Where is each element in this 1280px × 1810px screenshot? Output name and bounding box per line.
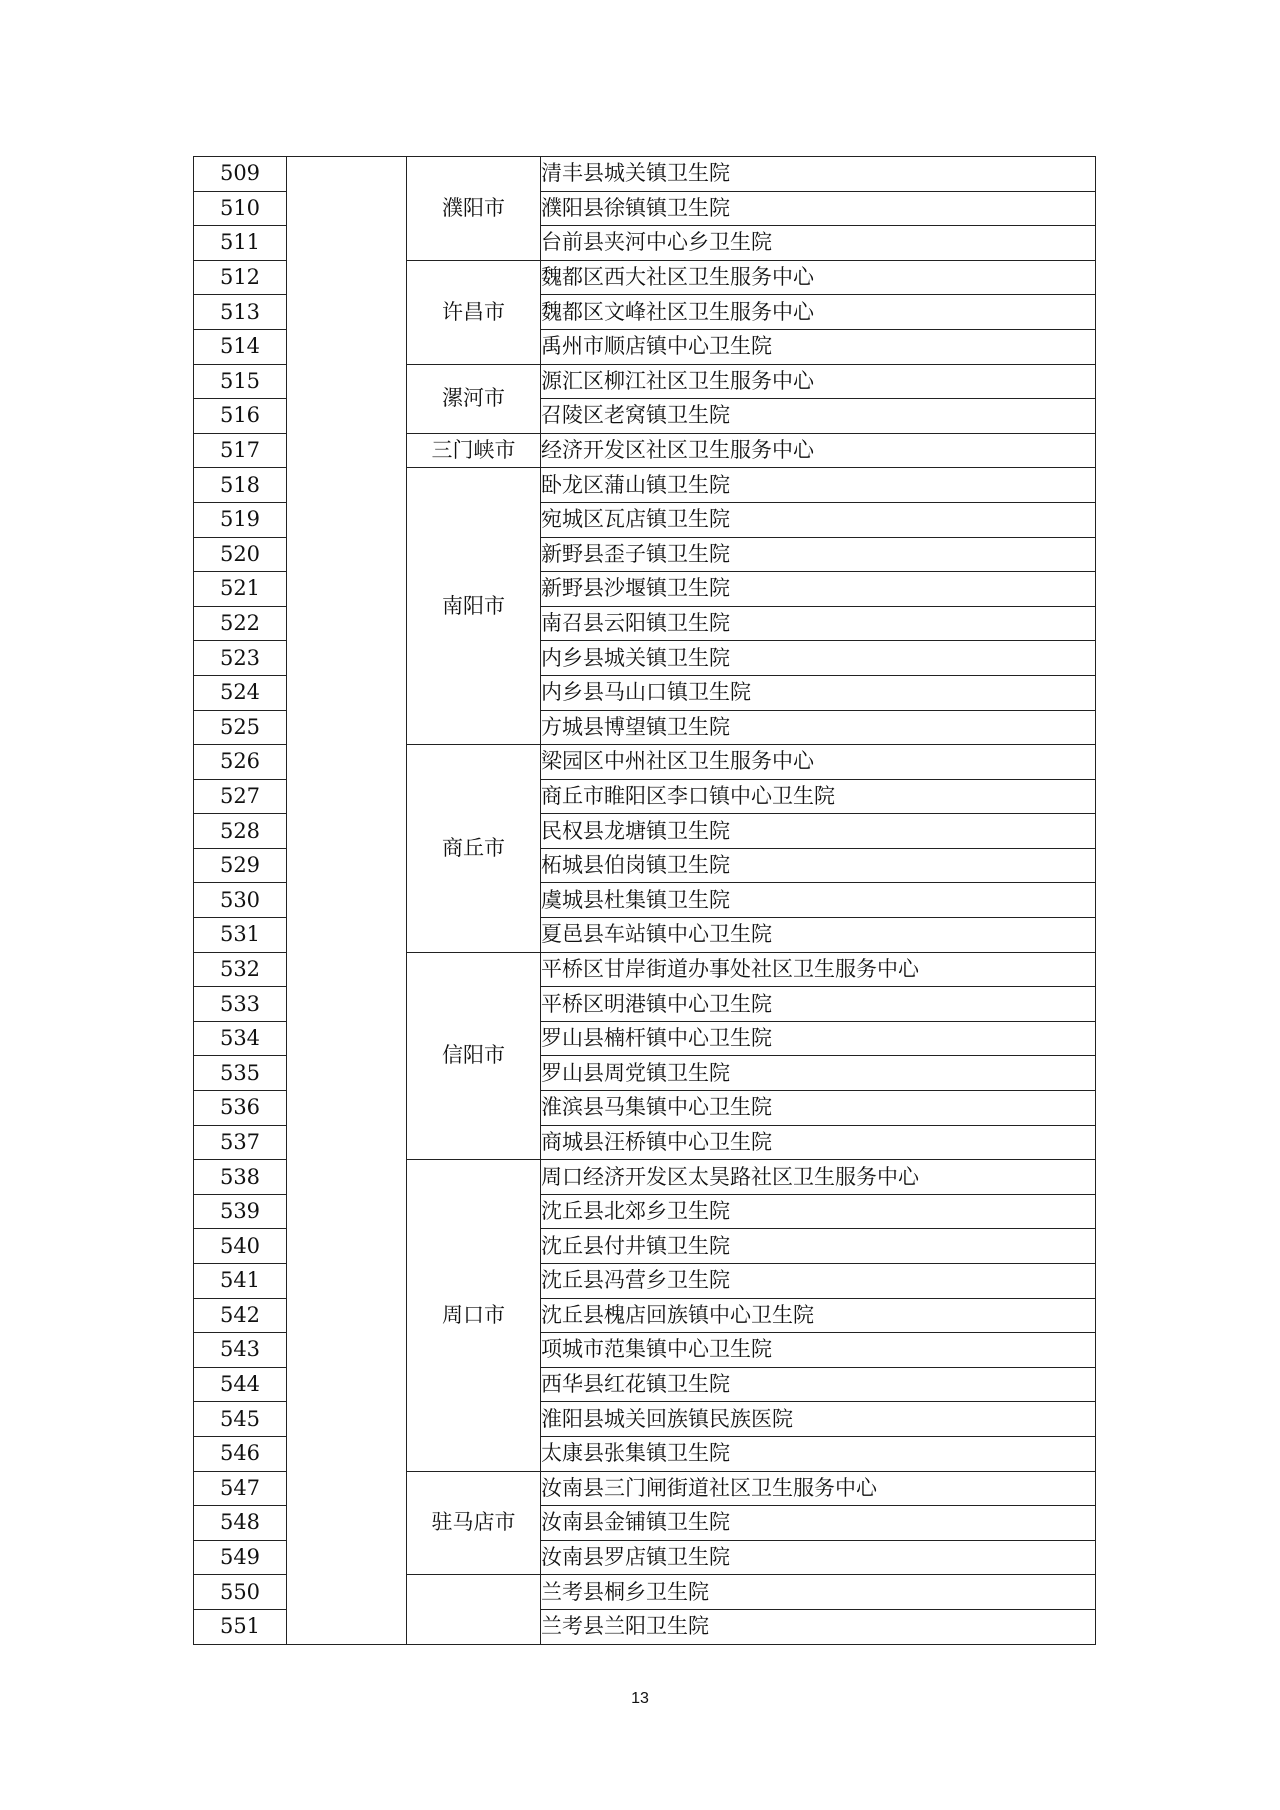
- row-number: 545: [194, 1402, 287, 1437]
- city-cell: 南阳市: [407, 468, 541, 745]
- row-number: 519: [194, 502, 287, 537]
- row-number: 511: [194, 226, 287, 261]
- institution-name: 清丰县城关镇卫生院: [541, 157, 1096, 192]
- row-number: 533: [194, 987, 287, 1022]
- institution-name: 商城县汪桥镇中心卫生院: [541, 1125, 1096, 1160]
- institution-name: 商丘市睢阳区李口镇中心卫生院: [541, 779, 1096, 814]
- page-number: 13: [631, 1690, 649, 1707]
- city-cell: 周口市: [407, 1160, 541, 1471]
- institution-name: 淮阳县城关回族镇民族医院: [541, 1402, 1096, 1437]
- institution-name: 梁园区中州社区卫生服务中心: [541, 745, 1096, 780]
- row-number: 540: [194, 1229, 287, 1264]
- row-number: 549: [194, 1540, 287, 1575]
- institution-name: 罗山县楠杆镇中心卫生院: [541, 1021, 1096, 1056]
- institution-name: 魏都区西大社区卫生服务中心: [541, 260, 1096, 295]
- row-number: 546: [194, 1436, 287, 1471]
- row-number: 531: [194, 918, 287, 953]
- city-cell: 驻马店市: [407, 1471, 541, 1575]
- row-number: 532: [194, 952, 287, 987]
- institution-name: 内乡县城关镇卫生院: [541, 641, 1096, 676]
- city-cell: 信阳市: [407, 952, 541, 1160]
- row-number: 551: [194, 1609, 287, 1644]
- institution-name: 罗山县周党镇卫生院: [541, 1056, 1096, 1091]
- row-number: 541: [194, 1264, 287, 1299]
- row-number: 509: [194, 157, 287, 192]
- row-number: 527: [194, 779, 287, 814]
- row-number: 512: [194, 260, 287, 295]
- institution-name: 源汇区柳江社区卫生服务中心: [541, 364, 1096, 399]
- row-number: 536: [194, 1091, 287, 1126]
- institution-name: 濮阳县徐镇镇卫生院: [541, 191, 1096, 226]
- institution-name: 沈丘县冯营乡卫生院: [541, 1264, 1096, 1299]
- row-number: 534: [194, 1021, 287, 1056]
- row-number: 538: [194, 1160, 287, 1195]
- institution-name: 汝南县三门闸街道社区卫生服务中心: [541, 1471, 1096, 1506]
- row-number: 539: [194, 1194, 287, 1229]
- row-number: 513: [194, 295, 287, 330]
- institution-name: 虞城县杜集镇卫生院: [541, 883, 1096, 918]
- institution-name: 魏都区文峰社区卫生服务中心: [541, 295, 1096, 330]
- row-number: 510: [194, 191, 287, 226]
- institution-name: 经济开发区社区卫生服务中心: [541, 433, 1096, 468]
- city-cell: 濮阳市: [407, 157, 541, 261]
- institution-name: 方城县博望镇卫生院: [541, 710, 1096, 745]
- city-cell: 漯河市: [407, 364, 541, 433]
- row-number: 529: [194, 848, 287, 883]
- institution-name: 周口经济开发区太昊路社区卫生服务中心: [541, 1160, 1096, 1195]
- row-number: 544: [194, 1367, 287, 1402]
- institution-name: 南召县云阳镇卫生院: [541, 606, 1096, 641]
- institution-name: 禹州市顺店镇中心卫生院: [541, 329, 1096, 364]
- row-number: 517: [194, 433, 287, 468]
- row-number: 514: [194, 329, 287, 364]
- institution-name: 汝南县金铺镇卫生院: [541, 1506, 1096, 1541]
- institution-name: 汝南县罗店镇卫生院: [541, 1540, 1096, 1575]
- row-number: 515: [194, 364, 287, 399]
- institution-name: 沈丘县槐店回族镇中心卫生院: [541, 1298, 1096, 1333]
- row-number: 522: [194, 606, 287, 641]
- institution-name: 柘城县伯岗镇卫生院: [541, 848, 1096, 883]
- institution-name: 兰考县兰阳卫生院: [541, 1609, 1096, 1644]
- hospital-list-table: [193, 156, 1096, 1645]
- city-cell: 许昌市: [407, 260, 541, 364]
- institution-name: 项城市范集镇中心卫生院: [541, 1333, 1096, 1368]
- institution-name: 沈丘县北郊乡卫生院: [541, 1194, 1096, 1229]
- row-number: 547: [194, 1471, 287, 1506]
- institution-name: 兰考县桐乡卫生院: [541, 1575, 1096, 1610]
- institution-name: 淮滨县马集镇中心卫生院: [541, 1091, 1096, 1126]
- institution-name: 民权县龙塘镇卫生院: [541, 814, 1096, 849]
- institution-name: 台前县夹河中心乡卫生院: [541, 226, 1096, 261]
- institution-name: 召陵区老窝镇卫生院: [541, 399, 1096, 434]
- table-row: [194, 157, 1096, 192]
- row-number: 520: [194, 537, 287, 572]
- institution-name: 沈丘县付井镇卫生院: [541, 1229, 1096, 1264]
- institution-name: 内乡县马山口镇卫生院: [541, 675, 1096, 710]
- row-number: 542: [194, 1298, 287, 1333]
- institution-name: 太康县张集镇卫生院: [541, 1436, 1096, 1471]
- province-cell: [287, 157, 407, 1645]
- table-body: [194, 157, 1096, 1645]
- row-number: 526: [194, 745, 287, 780]
- row-number: 516: [194, 399, 287, 434]
- institution-name: 卧龙区蒲山镇卫生院: [541, 468, 1096, 503]
- row-number: 518: [194, 468, 287, 503]
- row-number: 530: [194, 883, 287, 918]
- row-number: 535: [194, 1056, 287, 1091]
- institution-name: 西华县红花镇卫生院: [541, 1367, 1096, 1402]
- institution-name: 新野县歪子镇卫生院: [541, 537, 1096, 572]
- row-number: 543: [194, 1333, 287, 1368]
- row-number: 550: [194, 1575, 287, 1610]
- institution-name: 新野县沙堰镇卫生院: [541, 572, 1096, 607]
- row-number: 523: [194, 641, 287, 676]
- row-number: 537: [194, 1125, 287, 1160]
- institution-name: 夏邑县车站镇中心卫生院: [541, 918, 1096, 953]
- row-number: 521: [194, 572, 287, 607]
- row-number: 524: [194, 675, 287, 710]
- institution-name: 平桥区甘岸街道办事处社区卫生服务中心: [541, 952, 1096, 987]
- row-number: 528: [194, 814, 287, 849]
- city-cell: 三门峡市: [407, 433, 541, 468]
- city-cell: [407, 1575, 541, 1644]
- row-number: 525: [194, 710, 287, 745]
- row-number: 548: [194, 1506, 287, 1541]
- institution-name: 宛城区瓦店镇卫生院: [541, 502, 1096, 537]
- institution-name: 平桥区明港镇中心卫生院: [541, 987, 1096, 1022]
- city-cell: 商丘市: [407, 745, 541, 953]
